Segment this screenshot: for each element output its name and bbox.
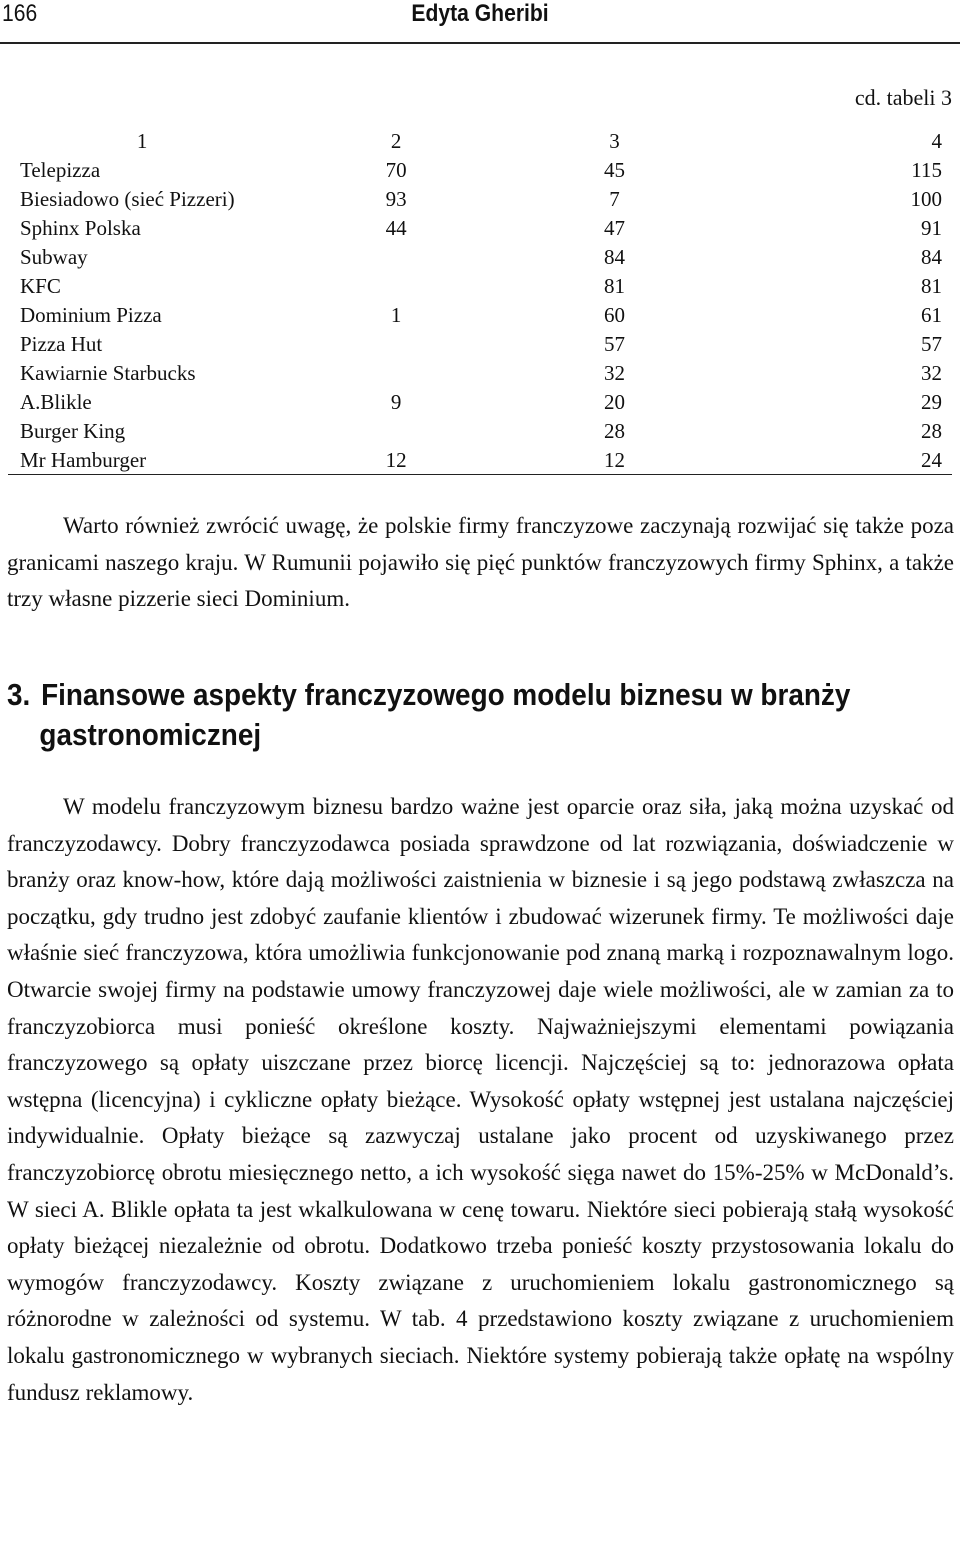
- column-header: 2: [390, 129, 402, 153]
- column-header: 4: [931, 129, 942, 153]
- table-cell: 20: [603, 390, 625, 414]
- table-cell: 60: [603, 303, 625, 327]
- author-name: Edyta Gheribi: [411, 0, 549, 27]
- table-row: [8, 156, 952, 185]
- column-header: 3: [609, 129, 620, 153]
- paragraph-text: W modelu franczyzowym biznesu bardzo ważne jest oparcie oraz siła, jaką można uzyskać od franczyzodawcy. Dobry franczyzodawca posiada sprawdzone od lat rozwiązania, doświadczenie w branży oraz know-how, które dają możliwości zaistnienia w biznesie i są jego podstawą zwłaszcza na początku, gdy trudno jest zdobyć zaufanie klientów i zbudować wizerunek firmy. Te możliwości daje właśnie sieć franczyzowa, która umożliwia funkcjonowanie pod znaną marką i rozpoznawalnym logo. Otwarcie swojej firmy na podstawie umowy franczyzowej daje wiele możliwości, ale w zamian za to franczyzobiorca musi ponieść określone koszty. Najważniejszymi elementami powiązania franczyzowego są opłaty uiszczane przez biorcę licencji. Najczęściej są to: jednorazowa opłata wstępna (licencyjna) i cykliczne opłaty bieżące. Wysokość opłaty wstępnej jest ustalana najczęściej indywidualnie. Opłaty bieżące są zazwyczaj ustalane jako procent od uzyskiwanego przez franczyzobiorcę obrotu miesięcznego netto, a ich wysokość sięga nawet do 15%-25% w McDonald’s. W sieci A. Blikle opłata ta jest wkalkulowana w cenę towaru. Niektóre sieci pobierają stałą wysokość opłaty bieżącej niezależnie od obrotu. Dodatkowo trzeba ponieść koszty przystosowania lokalu do wymogów franczyzodawcy. Koszty związane z uruchomieniem lokalu gastronomicznego są różnorodne w zależności od systemu. W tab. 4 przedstawiono koszty związane z uruchomieniem lokalu gastronomicznego w wybranych sieciach. Niektóre systemy pobierają także opłatę na wspólny fundusz reklamowy.: [7, 794, 954, 1405]
- table-cell: 93: [385, 187, 407, 211]
- table-cell: 12: [385, 448, 407, 472]
- table-row: [8, 243, 952, 272]
- table-cell: 44: [385, 216, 407, 240]
- table-cell: 9: [390, 390, 402, 414]
- table-bottom-rule: [8, 474, 952, 475]
- section-heading: [7, 675, 916, 755]
- table-cell: 61: [921, 303, 942, 327]
- table-cell: 81: [921, 274, 942, 298]
- table-row: [8, 301, 952, 330]
- table-row: [8, 330, 952, 359]
- table-cell: Pizza Hut: [20, 332, 103, 356]
- table-cell: 100: [910, 187, 942, 211]
- table-cell: 91: [921, 216, 942, 240]
- table-cell: Biesiadowo (sieć Pizzeri): [20, 187, 235, 211]
- body-paragraph-2: [7, 789, 954, 1411]
- table-cell: 29: [921, 390, 942, 414]
- page-header: [0, 0, 960, 44]
- table-cell: Sphinx Polska: [20, 216, 141, 240]
- table-cell: 57: [603, 332, 625, 356]
- table-cell: 24: [921, 448, 942, 472]
- table-cell: 81: [603, 274, 625, 298]
- table-cell: [276, 243, 516, 272]
- section-title-line-1: Finansowe aspekty franczyzowego modelu biznesu w branży: [41, 677, 851, 712]
- table-cell: 115: [911, 158, 942, 182]
- column-header: 1: [136, 129, 148, 153]
- table-cell: Burger King: [20, 419, 126, 443]
- table-cell: 28: [921, 419, 942, 443]
- table-cell: 47: [603, 216, 625, 240]
- table-cell: Kawiarnie Starbucks: [20, 361, 196, 385]
- table-row: [8, 214, 952, 243]
- table-cell: 84: [603, 245, 625, 269]
- table-row: [8, 388, 952, 417]
- table-cell: 7: [609, 187, 620, 211]
- table-cell: [276, 272, 516, 301]
- franchise-table: [8, 127, 952, 475]
- table-row: [8, 272, 952, 301]
- table-cell: [276, 417, 516, 446]
- section-number: 3.: [7, 677, 31, 712]
- table-cell: KFC: [20, 274, 61, 298]
- table-cell: 28: [603, 419, 625, 443]
- table-cell: 70: [385, 158, 407, 182]
- table-cell: 57: [921, 332, 942, 356]
- table-cell: 32: [921, 361, 942, 385]
- table-cell: A.Blikle: [20, 390, 92, 414]
- paragraph-text: Warto również zwrócić uwagę, że polskie firmy franczyzowe zaczynają rozwijać się także poza granicami naszego kraju. W Rumunii pojawiło się pięć punktów franczyzowych firmy Sphinx, a także trzy własne pizzerie sieci Dominium.: [7, 513, 954, 612]
- section-title-line-2: gastronomicznej: [39, 717, 262, 752]
- table-cell: 45: [603, 158, 625, 182]
- table-cell: Subway: [20, 245, 88, 269]
- table-cell: Dominium Pizza: [20, 303, 162, 327]
- table-cell: 1: [390, 303, 402, 327]
- table-continuation-label: cd. tabeli 3: [854, 85, 952, 110]
- table-body: [8, 127, 952, 475]
- table-row: [8, 359, 952, 388]
- table-cell: 84: [921, 245, 942, 269]
- table-cell: [276, 359, 516, 388]
- table-cell: Mr Hamburger: [20, 448, 147, 472]
- table-row: [8, 185, 952, 214]
- running-head-author: [0, 0, 960, 28]
- table-cell: 32: [603, 361, 625, 385]
- table-row: [8, 446, 952, 475]
- body-paragraph-1: [7, 508, 954, 618]
- table-cell: Telepizza: [20, 158, 101, 182]
- table-cell: 12: [603, 448, 625, 472]
- table-cell: [276, 330, 516, 359]
- page-number: 166: [2, 0, 38, 27]
- table-row: [8, 417, 952, 446]
- table-header-row: [8, 127, 952, 156]
